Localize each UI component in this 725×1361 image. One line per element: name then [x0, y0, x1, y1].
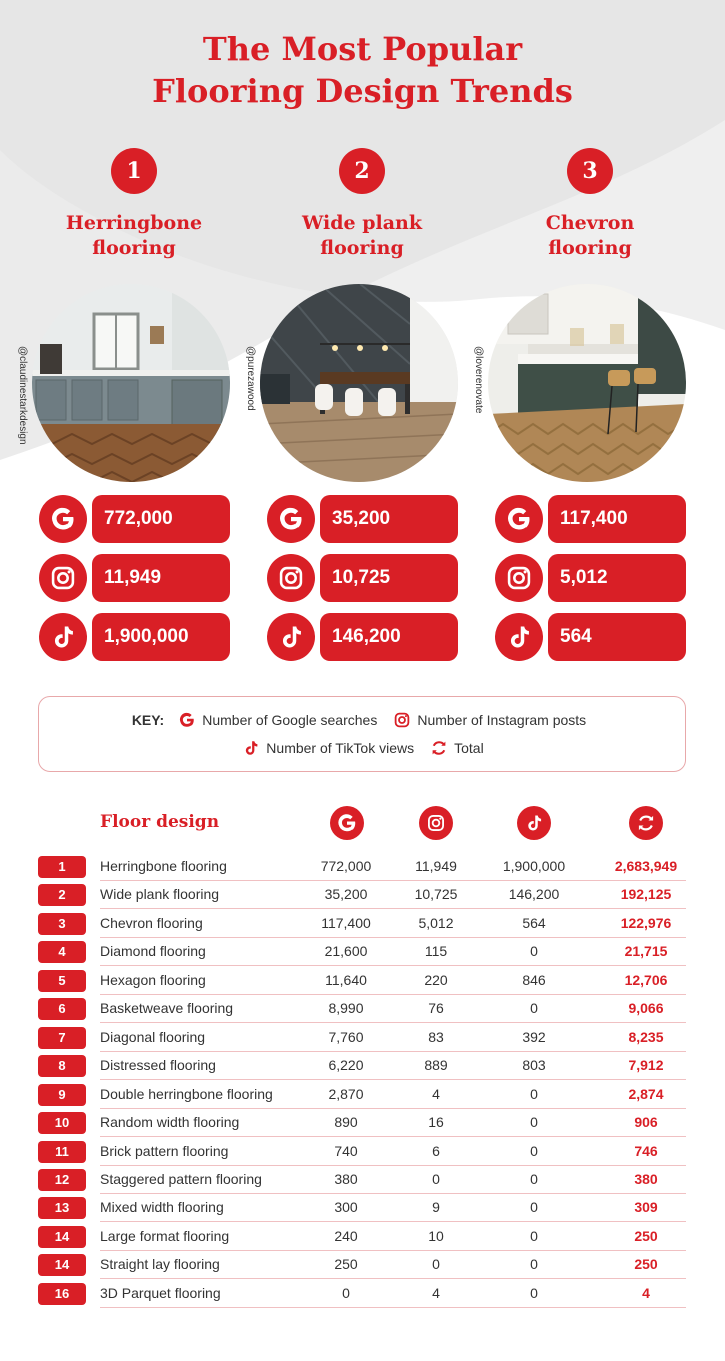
title-line-2: Flooring Design Trends: [152, 72, 573, 110]
cell-total: 309: [634, 1199, 658, 1215]
table-row: [38, 1194, 686, 1222]
total-icon: [629, 806, 663, 840]
cell-tiktok: 392: [522, 1029, 546, 1045]
rank-badge: 16: [38, 1283, 86, 1305]
table-row: [38, 1223, 686, 1251]
photo-credit-1: @claudinestarkdesign: [17, 346, 28, 445]
cell-tiktok: 1,900,000: [502, 858, 566, 874]
cell-floor-design: Random width flooring: [100, 1114, 240, 1130]
rank-badge: 6: [38, 998, 86, 1020]
cell-tiktok: 0: [530, 1256, 538, 1272]
trend-name-2-line2: flooring: [320, 237, 404, 259]
cell-floor-design: Chevron flooring: [100, 915, 203, 931]
cell-total: 7,912: [628, 1057, 664, 1073]
row-divider: [100, 1221, 686, 1222]
key-row-2: [39, 739, 687, 757]
table-row: [38, 881, 686, 909]
cell-instagram: 6: [432, 1143, 440, 1159]
rank-badge: 3: [38, 913, 86, 935]
row-divider: [100, 1136, 686, 1137]
stat-instagram-1: 11,949: [92, 554, 230, 602]
cell-tiktok: 0: [530, 1143, 538, 1159]
cell-instagram: 76: [428, 1000, 444, 1016]
rank-badge: 12: [38, 1169, 86, 1191]
chevron-kitchen-photo: [488, 284, 686, 482]
rank-badge: 2: [38, 884, 86, 906]
trend-name-3-line1: Chevron: [545, 212, 635, 234]
rank-badge: 4: [38, 941, 86, 963]
instagram-icon: [495, 554, 543, 602]
cell-tiktok: 0: [530, 1114, 538, 1130]
rank-circle-2: 2: [339, 148, 385, 194]
table-row: [38, 1280, 686, 1308]
key-row-1: [39, 711, 687, 729]
instagram-icon: [267, 554, 315, 602]
cell-google: 380: [334, 1171, 358, 1187]
rank-badge: 13: [38, 1197, 86, 1219]
table-row: [38, 995, 686, 1023]
cell-instagram: 11,949: [415, 858, 457, 874]
table-row: [38, 853, 686, 881]
rank-circle-1: 1: [111, 148, 157, 194]
key-box: [38, 696, 686, 772]
table-row: [38, 938, 686, 966]
cell-floor-design: Hexagon flooring: [100, 972, 206, 988]
herringbone-kitchen-photo: [32, 284, 230, 482]
cell-total: 122,976: [620, 915, 672, 931]
stat-google-1: 772,000: [92, 495, 230, 543]
cell-floor-design: Diamond flooring: [100, 943, 206, 959]
cell-total: 250: [634, 1256, 658, 1272]
cell-floor-design: Large format flooring: [100, 1228, 230, 1244]
cell-google: 35,200: [324, 886, 368, 902]
cell-instagram: 9: [432, 1199, 440, 1215]
cell-instagram: 889: [424, 1057, 448, 1073]
cell-instagram: 220: [424, 972, 448, 988]
cell-google: 240: [334, 1228, 358, 1244]
google-icon: [495, 495, 543, 543]
trend-name-3: [495, 211, 685, 261]
trend-name-1-line2: flooring: [92, 237, 176, 259]
cell-google: 772,000: [320, 858, 372, 874]
rank-badge: 14: [38, 1254, 86, 1276]
stat-instagram-2: 10,725: [320, 554, 458, 602]
cell-tiktok: 0: [530, 1199, 538, 1215]
cell-total: 906: [634, 1114, 658, 1130]
instagram-icon: [393, 711, 411, 729]
stat-tiktok-3: 564: [548, 613, 686, 661]
table-row: [38, 1138, 686, 1166]
row-divider: [100, 1022, 686, 1023]
cell-tiktok: 0: [530, 1285, 538, 1301]
stat-instagram-3: 5,012: [548, 554, 686, 602]
cell-google: 7,760: [328, 1029, 364, 1045]
key-instagram: [393, 711, 586, 729]
tiktok-icon: [517, 806, 551, 840]
cell-google: 6,220: [328, 1057, 364, 1073]
key-google-label: Number of Google searches: [202, 712, 378, 728]
cell-tiktok: 0: [530, 1086, 538, 1102]
cell-tiktok: 846: [522, 972, 546, 988]
cell-tiktok: 0: [530, 943, 538, 959]
table-row: [38, 1081, 686, 1109]
stat-google-3: 117,400: [548, 495, 686, 543]
trend-name-2: [267, 211, 457, 261]
trend-name-3-line2: flooring: [548, 237, 632, 259]
google-icon: [330, 806, 364, 840]
table-row: [38, 1109, 686, 1137]
total-icon: [430, 739, 448, 757]
key-title: KEY:: [131, 712, 165, 728]
cell-instagram: 115: [424, 943, 448, 959]
cell-google: 300: [334, 1199, 358, 1215]
cell-tiktok: 803: [522, 1057, 546, 1073]
key-tiktok-label: Number of TikTok views: [266, 740, 415, 756]
rank-badge: 1: [38, 856, 86, 878]
cell-total: 2,874: [628, 1086, 664, 1102]
cell-tiktok: 564: [522, 915, 546, 931]
cell-floor-design: Herringbone flooring: [100, 858, 227, 874]
cell-instagram: 10: [428, 1228, 444, 1244]
trend-name-1-line1: Herringbone: [65, 212, 203, 234]
google-icon: [39, 495, 87, 543]
cell-total: 9,066: [628, 1000, 664, 1016]
cell-floor-design: Straight lay flooring: [100, 1256, 220, 1272]
table-row: [38, 1166, 686, 1194]
cell-floor-design: Double herringbone flooring: [100, 1086, 273, 1102]
cell-floor-design: Basketweave flooring: [100, 1000, 234, 1016]
cell-instagram: 0: [432, 1171, 440, 1187]
cell-instagram: 16: [428, 1114, 444, 1130]
rank-badge: 11: [38, 1141, 86, 1163]
cell-google: 0: [342, 1285, 350, 1301]
photo-credit-2: @purezawood: [245, 346, 256, 411]
tiktok-icon: [242, 739, 260, 757]
cell-total: 12,706: [624, 972, 668, 988]
rank-badge: 9: [38, 1084, 86, 1106]
title-line-1: The Most Popular: [202, 30, 523, 68]
cell-floor-design: Wide plank flooring: [100, 886, 220, 902]
table-row: [38, 1251, 686, 1279]
key-total-label: Total: [454, 740, 484, 756]
cell-total: 8,235: [628, 1029, 664, 1045]
row-divider: [100, 908, 686, 909]
cell-tiktok: 146,200: [508, 886, 560, 902]
row-divider: [100, 1079, 686, 1080]
cell-tiktok: 0: [530, 1000, 538, 1016]
rank-badge: 8: [38, 1055, 86, 1077]
cell-total: 380: [634, 1171, 658, 1187]
google-icon: [267, 495, 315, 543]
rank-badge: 14: [38, 1226, 86, 1248]
key-google: [178, 711, 377, 729]
table-row: [38, 910, 686, 938]
cell-instagram: 4: [432, 1086, 440, 1102]
photo-credit-3: @loverenovate: [473, 346, 484, 414]
cell-floor-design: Staggered pattern flooring: [100, 1171, 262, 1187]
key-total: [430, 739, 484, 757]
cell-total: 21,715: [624, 943, 668, 959]
stat-tiktok-1: 1,900,000: [92, 613, 230, 661]
cell-floor-design: Diagonal flooring: [100, 1029, 206, 1045]
cell-instagram: 4: [432, 1285, 440, 1301]
trend-name-1: [39, 211, 229, 261]
tiktok-icon: [495, 613, 543, 661]
tiktok-icon: [267, 613, 315, 661]
rank-badge: 5: [38, 970, 86, 992]
cell-floor-design: Distressed flooring: [100, 1057, 216, 1073]
cell-tiktok: 0: [530, 1228, 538, 1244]
cell-google: 11,640: [325, 972, 367, 988]
rank-badge: 7: [38, 1027, 86, 1049]
cell-google: 250: [334, 1256, 358, 1272]
cell-google: 21,600: [324, 943, 368, 959]
rank-circle-3: 3: [567, 148, 613, 194]
cell-total: 2,683,949: [614, 858, 678, 874]
trend-name-2-line1: Wide plank: [301, 212, 422, 234]
stat-tiktok-2: 146,200: [320, 613, 458, 661]
cell-instagram: 10,725: [414, 886, 458, 902]
cell-floor-design: Brick pattern flooring: [100, 1143, 229, 1159]
table-row: [38, 967, 686, 995]
cell-instagram: 5,012: [418, 915, 454, 931]
table-row: [38, 1052, 686, 1080]
cell-instagram: 83: [428, 1029, 444, 1045]
cell-google: 117,400: [321, 915, 371, 931]
stat-google-2: 35,200: [320, 495, 458, 543]
cell-google: 2,870: [328, 1086, 364, 1102]
cell-floor-design: Mixed width flooring: [100, 1199, 224, 1215]
instagram-icon: [419, 806, 453, 840]
key-tiktok: [242, 739, 414, 757]
cell-tiktok: 0: [530, 1171, 538, 1187]
cell-total: 746: [634, 1143, 658, 1159]
wide-plank-dining-photo: [260, 284, 458, 482]
cell-total: 250: [634, 1228, 658, 1244]
cell-google: 890: [334, 1114, 358, 1130]
row-divider: [100, 1307, 686, 1308]
cell-google: 8,990: [328, 1000, 364, 1016]
row-divider: [100, 1278, 686, 1279]
google-icon: [178, 711, 196, 729]
cell-total: 4: [642, 1285, 650, 1301]
table-row: [38, 1024, 686, 1052]
key-instagram-label: Number of Instagram posts: [417, 712, 587, 728]
page-title: [0, 28, 725, 112]
table-header-floor-design: Floor design: [100, 812, 220, 832]
cell-floor-design: 3D Parquet flooring: [100, 1285, 221, 1301]
instagram-icon: [39, 554, 87, 602]
rank-badge: 10: [38, 1112, 86, 1134]
cell-total: 192,125: [620, 886, 672, 902]
tiktok-icon: [39, 613, 87, 661]
cell-instagram: 0: [432, 1256, 440, 1272]
row-divider: [100, 965, 686, 966]
cell-google: 740: [334, 1143, 358, 1159]
